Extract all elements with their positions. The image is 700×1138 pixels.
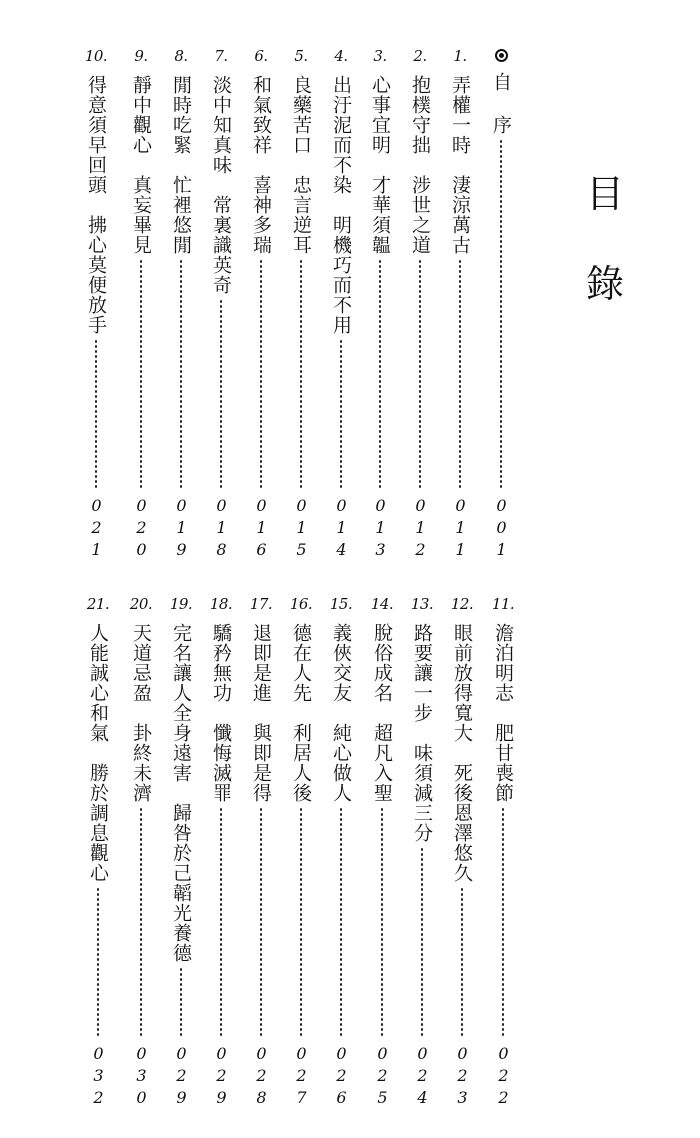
dot-leader [340,807,342,1038]
entry-number: 5. [294,47,308,65]
dot-leader [459,259,461,490]
toc-entry[interactable] [404,47,436,562]
entry-title: 靜中觀心 真妄畢見 [130,75,152,255]
entry-page-number: 016 [252,496,271,562]
entry-title: 路要讓一步 味須減三分 [411,623,433,843]
entry-number: 16. [289,595,313,613]
entry-number: 19. [169,595,193,613]
entry-title: 良藥苦口 忠言逆耳 [290,75,312,255]
dot-leader [502,807,504,1038]
toc-entry[interactable] [245,47,277,562]
entry-title: 和氣致祥 喜神多瑞 [250,75,272,255]
toc-entry[interactable] [245,595,277,1110]
entry-page-number: 012 [411,496,430,562]
dot-leader [260,259,262,490]
entry-page-number: 029 [212,1044,231,1110]
dot-leader [220,299,222,490]
toc-entry[interactable] [205,595,237,1110]
dot-leader [381,807,383,1038]
bullet-icon [495,49,508,62]
entry-number: 12. [450,595,474,613]
entry-page-number: 028 [252,1044,271,1110]
entry-number: 13. [410,595,434,613]
entry-title: 淡中知真味 常裏識英奇 [210,75,232,295]
toc-entry-preface[interactable] [485,47,517,562]
toc-entry[interactable] [285,47,317,562]
entry-number: 2. [413,47,427,65]
entry-number: 14. [370,595,394,613]
dot-leader [300,807,302,1038]
toc-entry[interactable] [366,595,398,1110]
toc-title-char-1: 目 [585,172,624,216]
entry-number: 4. [334,47,348,65]
dot-leader [260,807,262,1038]
toc-entry[interactable] [82,595,114,1110]
toc-entry[interactable] [446,595,478,1110]
dot-leader [461,887,463,1038]
entry-title: 抱樸守拙 涉世之道 [409,75,431,255]
entry-title: 心事宜明 才華須韞 [369,75,391,255]
toc-entry[interactable] [325,47,357,562]
entry-title: 退即是進 與即是得 [250,623,272,803]
entry-page-number: 020 [132,496,151,562]
dot-leader [97,887,99,1038]
entry-page-number: 013 [371,496,390,562]
toc-entry[interactable] [165,595,197,1110]
entry-title: 驕矜無功 懺悔滅罪 [210,623,232,803]
entry-title: 完名讓人全身遠害 歸咎於己韜光養德 [170,623,192,963]
entry-page-number: 015 [292,496,311,562]
entry-number: 8. [174,47,188,65]
toc-title-char-2: 錄 [585,262,624,306]
entry-title: 弄權一時 淒涼萬古 [449,75,471,255]
entry-page-number: 032 [89,1044,108,1110]
entry-page-number: 023 [453,1044,472,1110]
entry-number: 21. [86,595,110,613]
toc-entry[interactable] [125,47,157,562]
entry-title: 天道忌盈 卦終未濟 [130,623,152,803]
entry-title: 德在人先 利居人後 [290,623,312,803]
dot-leader [220,807,222,1038]
entry-title: 自 序 [490,72,512,135]
dot-leader [180,259,182,490]
entry-page-number: 030 [132,1044,151,1110]
entry-title: 脫俗成名 超凡入聖 [371,623,393,803]
toc-entry[interactable] [205,47,237,562]
dot-leader [300,259,302,490]
dot-leader [180,967,182,1038]
entry-title: 澹泊明志 肥甘喪節 [492,623,514,803]
entry-number: 3. [373,47,387,65]
entry-title: 人能誠心和氣 勝於調息觀心 [87,623,109,883]
entry-number: 11. [491,595,515,613]
entry-page-number: 019 [172,496,191,562]
dot-leader [340,339,342,490]
entry-number: 17. [249,595,273,613]
dot-leader [140,259,142,490]
entry-number: 7. [214,47,228,65]
entry-title: 眼前放得寬大 死後恩澤悠久 [451,623,473,883]
toc-entry[interactable] [444,47,476,562]
toc-entry[interactable] [165,47,197,562]
entry-number: 1. [453,47,467,65]
toc-entry[interactable] [364,47,396,562]
entry-page-number: 018 [212,496,231,562]
entry-page-number: 021 [87,496,106,562]
dot-leader [379,259,381,490]
entry-page-number: 026 [332,1044,351,1110]
dot-leader [140,807,142,1038]
entry-number: 20. [129,595,153,613]
entry-number: 18. [209,595,233,613]
entry-page-number: 014 [332,496,351,562]
toc-entry[interactable] [487,595,519,1110]
entry-number: 10. [84,47,108,65]
dot-leader [419,259,421,490]
entry-page-number: 022 [494,1044,513,1110]
entry-title: 閒時吃緊 忙裡悠閒 [170,75,192,255]
entry-title: 義俠交友 純心做人 [330,623,352,803]
entry-page-number: 011 [451,496,470,562]
toc-entry[interactable] [125,595,157,1110]
dot-leader [95,339,97,490]
entry-page-number: 024 [413,1044,432,1110]
entry-title: 得意須早回頭 拂心莫便放手 [85,75,107,335]
dot-leader [500,139,502,490]
entry-page-number: 025 [373,1044,392,1110]
entry-title: 出汙泥而不染 明機巧而不用 [330,75,352,335]
toc-entry[interactable] [285,595,317,1110]
dot-leader [421,847,423,1038]
entry-page-number: 027 [292,1044,311,1110]
entry-page-number: 029 [172,1044,191,1110]
toc-entry[interactable] [80,47,112,562]
entry-page-number: 001 [492,496,511,562]
toc-entry[interactable] [325,595,357,1110]
entry-number: 15. [329,595,353,613]
toc-entry[interactable] [406,595,438,1110]
entry-number: 6. [254,47,268,65]
entry-number: 9. [134,47,148,65]
